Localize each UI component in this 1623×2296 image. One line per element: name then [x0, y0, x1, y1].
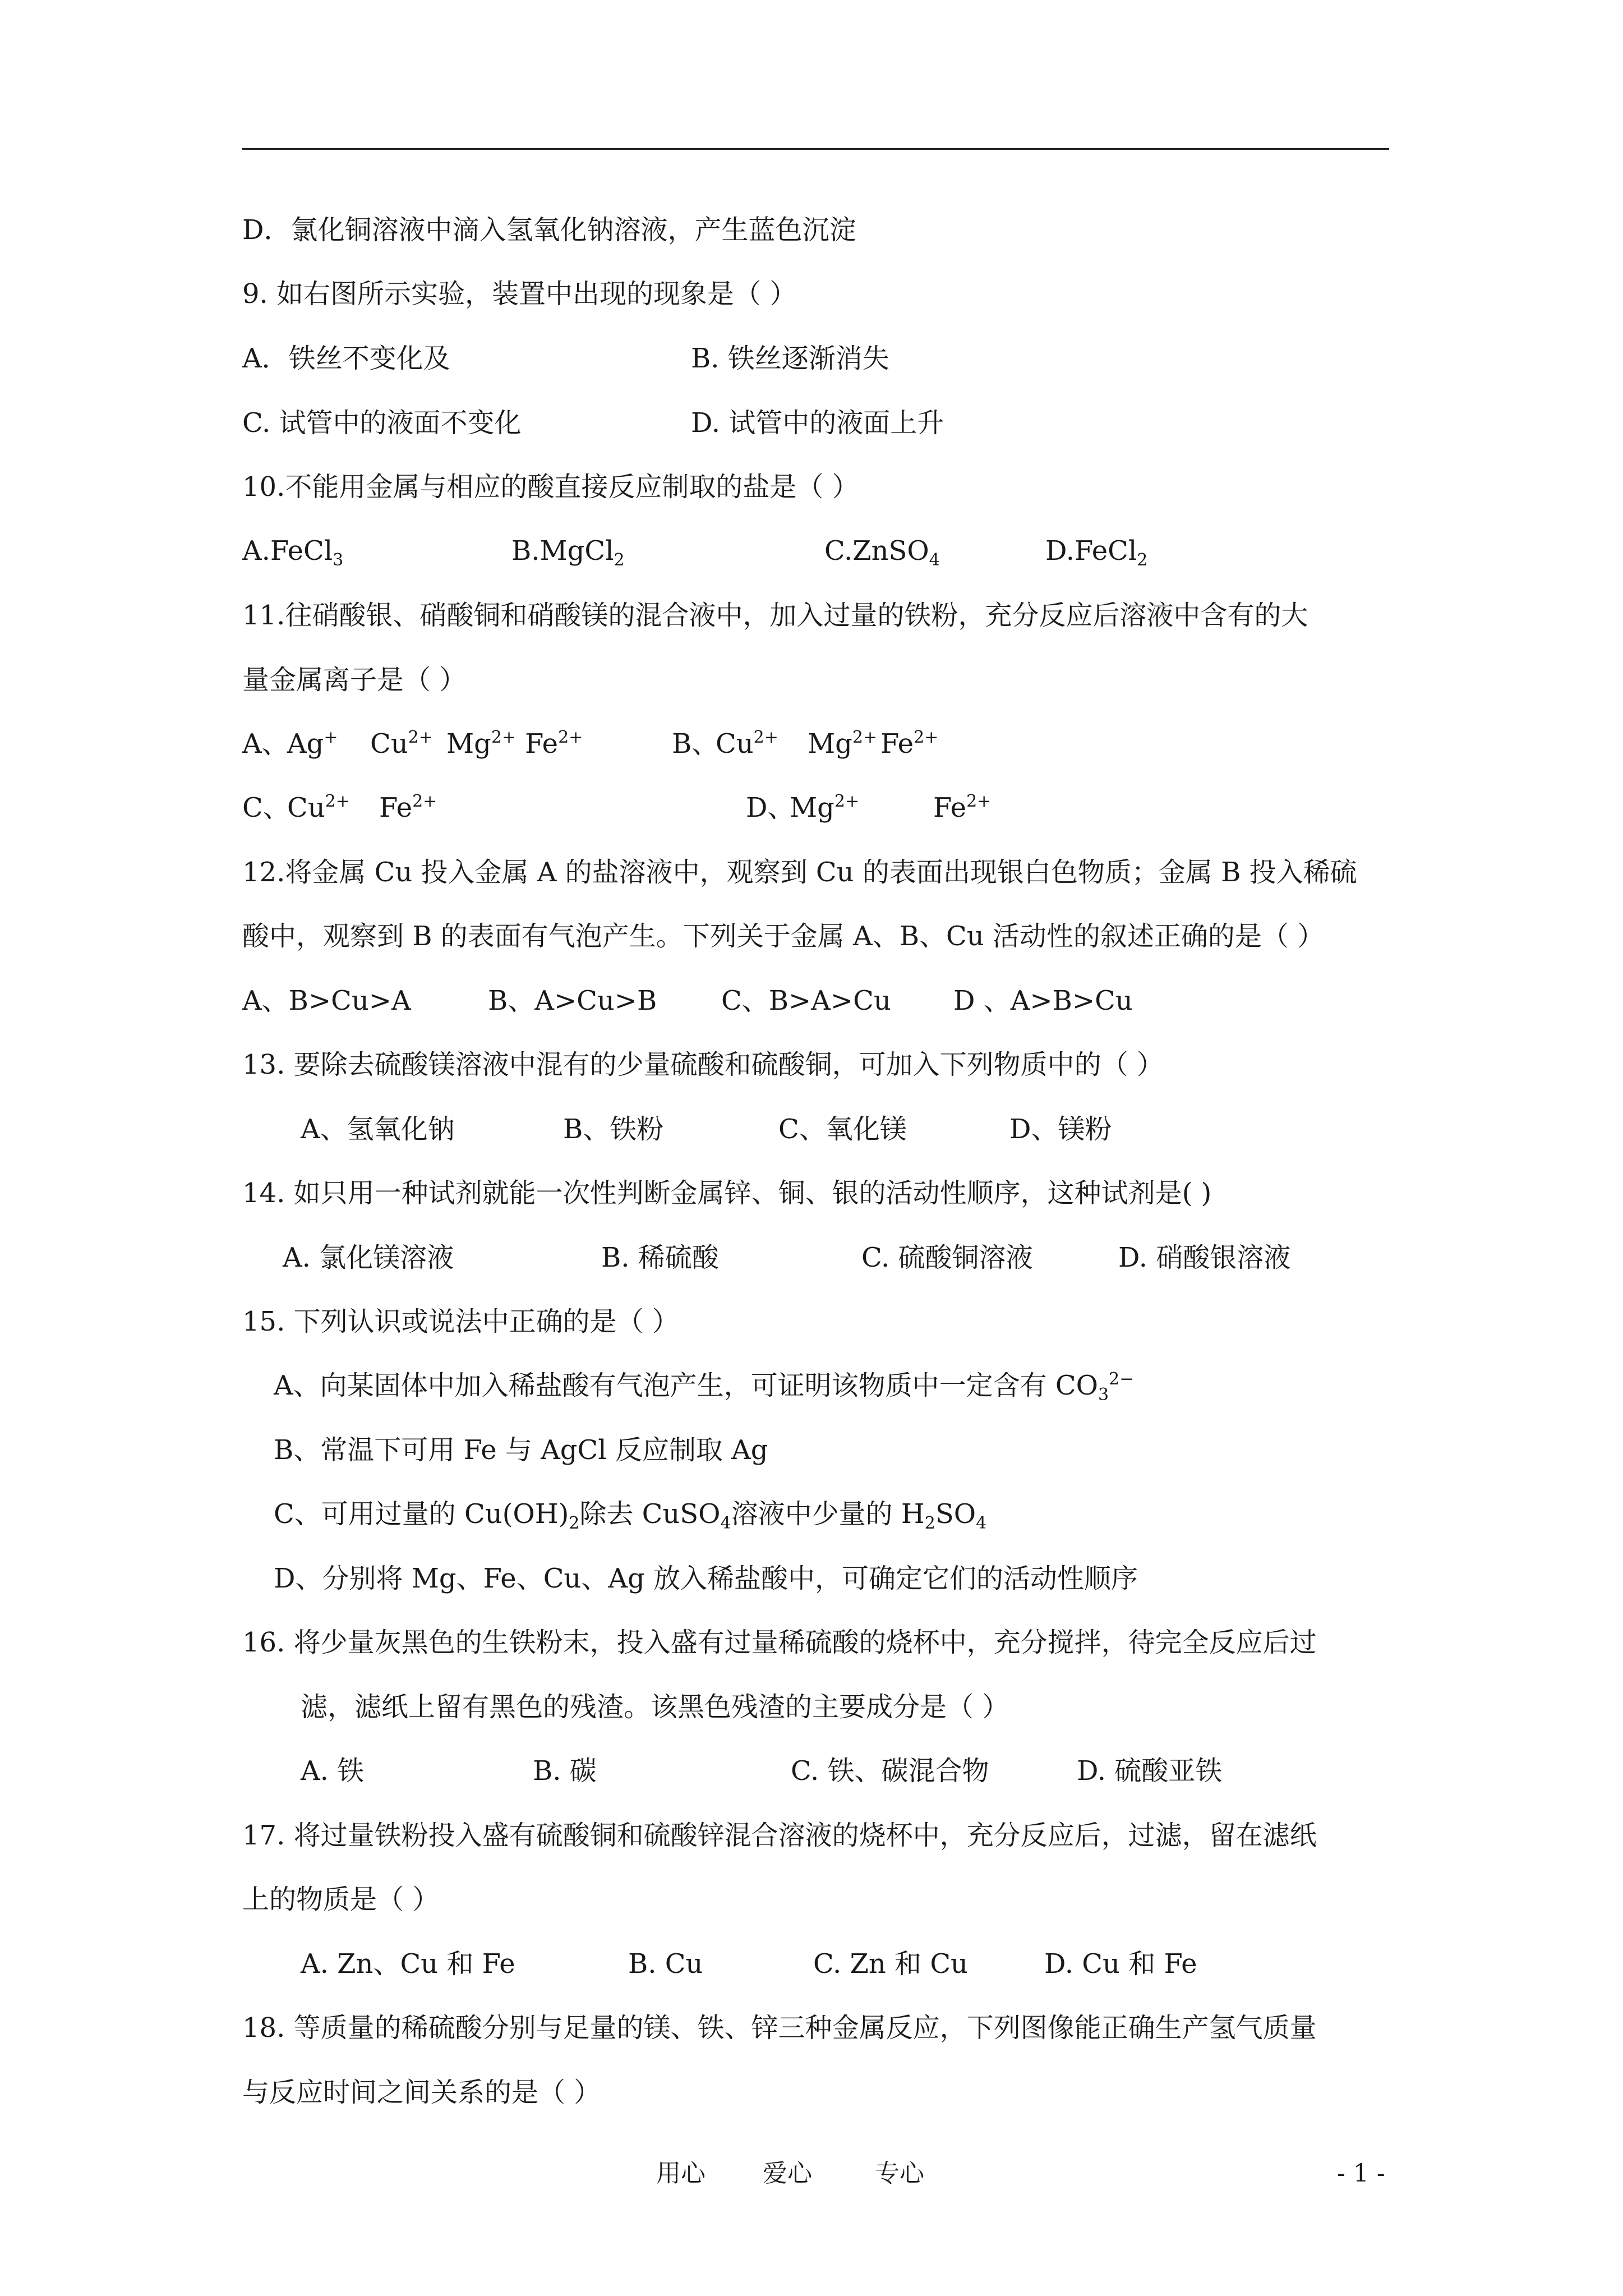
q11-option-d-label: D、 — [746, 792, 795, 823]
q13-stem: 13. 要除去硫酸镁溶液中混有的少量硫酸和硫酸铜，可加入下列物质中的（ ） — [242, 1049, 1164, 1080]
q9-stem: 9. 如右图所示实验，装置中出现的现象是（ ） — [242, 278, 797, 310]
ion: $Fe^{2+}$ — [379, 792, 437, 823]
q9-option-d: D. 试管中的液面上升 — [691, 407, 944, 439]
header-rule — [242, 148, 1389, 150]
footer-word-1: 用心 — [656, 2159, 706, 2188]
q13-option-c: C、氧化镁 — [778, 1114, 907, 1145]
ion: $Cu^{2+}$ — [287, 792, 350, 823]
q10-option-c: C.ZnSO$_4$ — [824, 535, 940, 570]
q13-option-d: D、镁粉 — [1009, 1114, 1112, 1145]
q13-option-a: A、氢氧化钠 — [301, 1114, 455, 1145]
q12-option-c: C、B>A>Cu — [721, 985, 891, 1016]
q14-stem: 14. 如只用一种试剂就能一次性判断金属锌、铜、银的活动性顺序，这种试剂是( ) — [242, 1177, 1212, 1209]
ion: $Fe^{2+}$ — [933, 792, 992, 823]
q16-option-c: C. 铁、碳混合物 — [791, 1755, 989, 1787]
q17-stem-line2: 上的物质是（ ） — [242, 1884, 440, 1915]
q17-option-d: D. Cu 和 Fe — [1044, 1948, 1197, 1980]
q15-option-c: C、可用过量的 $Cu(OH)_2$除去 CuSO$_4$溶液中少量的 $H_2SO_4$ — [274, 1498, 987, 1533]
q11-option-c-label: C、 — [242, 792, 290, 823]
q10-option-d: D.FeCl$_2$ — [1045, 535, 1148, 570]
q14-option-d: D. 硝酸银溶液 — [1118, 1242, 1291, 1273]
q12-option-b: B、A>Cu>B — [488, 985, 657, 1016]
ion: $Fe^{2+}$ — [525, 728, 583, 760]
q12-stem-line2: 酸中，观察到 B 的表面有气泡产生。下列关于金属 A、B、Cu 活动性的叙述正确的是（ ） — [242, 921, 1325, 952]
q16-option-b: B. 碳 — [533, 1755, 597, 1787]
q15-option-d: D、分别将 Mg、Fe、Cu、Ag 放入稀盐酸中，可确定它们的活动性顺序 — [274, 1563, 1138, 1594]
q17-option-b: B. Cu — [628, 1948, 703, 1980]
q9-option-c: C. 试管中的液面不变化 — [242, 407, 522, 439]
q14-option-a: A. 氯化镁溶液 — [283, 1242, 454, 1273]
q16-option-d: D. 硫酸亚铁 — [1077, 1755, 1223, 1787]
q10-option-b: B.MgCl$_2$ — [511, 535, 625, 570]
ion: Ag+ — [287, 728, 338, 760]
q12-option-d: D 、A>B>Cu — [953, 985, 1133, 1016]
ion: $Fe^{2+}$ — [880, 728, 939, 760]
q18-stem-line2: 与反应时间之间关系的是（ ） — [242, 2077, 601, 2108]
q14-option-b: B. 稀硫酸 — [601, 1242, 719, 1273]
q14-option-c: C. 硫酸铜溶液 — [861, 1242, 1033, 1273]
q15-option-a: A、向某固体中加入稀盐酸有气泡产生，可证明该物质中一定含有 $CO_3^{2-}$ — [274, 1369, 1134, 1405]
q9-option-b: B. 铁丝逐渐消失 — [691, 343, 889, 374]
ion: $Cu^{2+}$ — [370, 728, 433, 760]
q10-stem: 10.不能用金属与相应的酸直接反应制取的盐是（ ） — [242, 471, 859, 503]
q10-option-a: A.FeCl$_3$ — [242, 535, 344, 570]
q8-option-d: D．氯化铜溶液中滴入氢氧化钠溶液，产生蓝色沉淀 — [242, 214, 856, 246]
q15-option-b: B、常温下可用 Fe 与 AgCl 反应制取 Ag — [274, 1434, 768, 1466]
q12-stem-line1: 12.将金属 Cu 投入金属 A 的盐溶液中，观察到 Cu 的表面出现银白色物质；金属 B 投入稀硫 — [242, 857, 1357, 888]
q17-stem-line1: 17. 将过量铁粉投入盛有硫酸铜和硫酸锌混合溶液的烧杯中，充分反应后，过滤，留在滤纸 — [242, 1820, 1317, 1851]
ion: $Mg^{2+}$ — [446, 728, 517, 760]
q11-stem-line2: 量金属离子是（ ） — [242, 664, 467, 696]
ion: $Mg^{2+}$ — [790, 792, 860, 823]
q15-stem: 15. 下列认识或说法中正确的是（ ） — [242, 1306, 679, 1337]
ion: $Cu^{2+}$ — [716, 728, 778, 760]
q13-option-b: B、铁粉 — [563, 1114, 664, 1145]
q12-option-a: A、B>Cu>A — [242, 985, 411, 1016]
q16-stem-line1: 16. 将少量灰黑色的生铁粉末，投入盛有过量稀硫酸的烧杯中，充分搅拌，待完全反应后过 — [242, 1627, 1317, 1658]
q11-stem-line1: 11.往硝酸银、硝酸铜和硝酸镁的混合液中，加入过量的铁粉，充分反应后溶液中含有的大 — [242, 600, 1308, 631]
q11-option-a-label: A、 — [242, 728, 289, 760]
ion: $Mg^{2+}$ — [808, 728, 878, 760]
q11-option-b-label: B、 — [672, 728, 719, 760]
q9-option-a: A．铁丝不变化及 — [242, 343, 450, 374]
q17-option-a: A. Zn、Cu 和 Fe — [301, 1948, 515, 1980]
page-number: - 1 - — [1337, 2159, 1385, 2188]
q17-option-c: C. Zn 和 Cu — [813, 1948, 968, 1980]
footer-word-3: 专心 — [875, 2159, 924, 2188]
footer-word-2: 爱心 — [763, 2159, 812, 2188]
q16-option-a: A. 铁 — [301, 1755, 365, 1787]
q18-stem-line1: 18. 等质量的稀硫酸分别与足量的镁、铁、锌三种金属反应，下列图像能正确生产氢气质量 — [242, 2012, 1317, 2044]
q16-stem-line2: 滤，滤纸上留有黑色的残渣。该黑色残渣的主要成分是（ ） — [301, 1691, 1009, 1723]
